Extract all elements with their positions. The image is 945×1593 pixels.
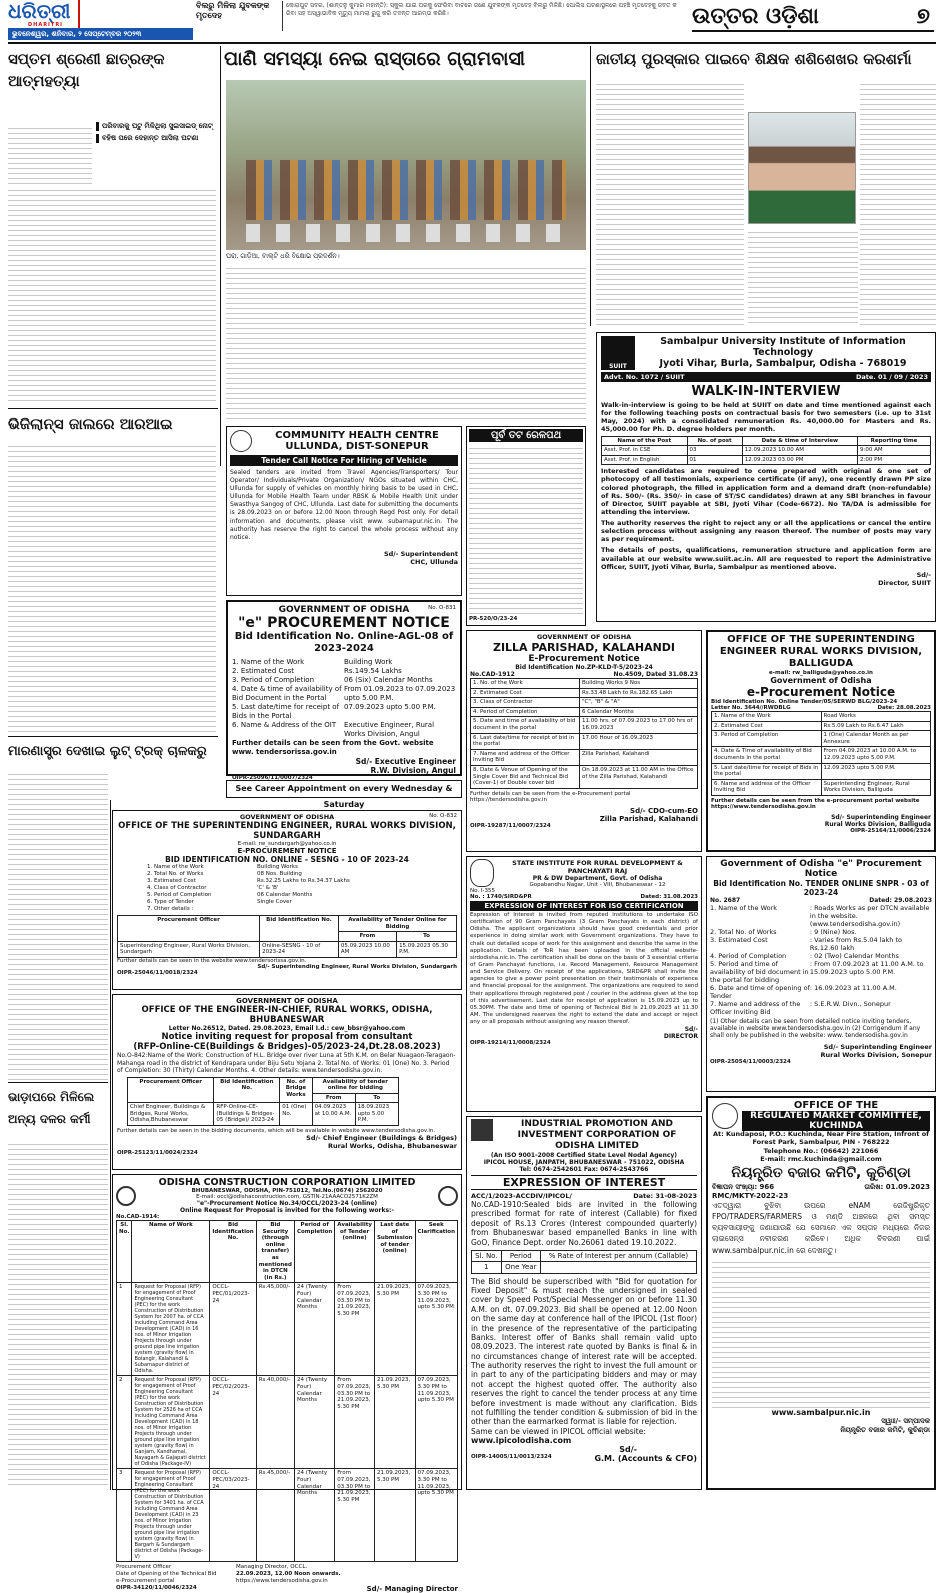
occl-proc: Procurement Officer [116, 1564, 172, 1571]
rmc-date: ତାରିଖ: 01.09.2023 [864, 1182, 930, 1191]
story-body [860, 80, 936, 326]
sirdpr-no: No. I-355 [470, 888, 495, 894]
sirdpr-addr: Gopabandhu Nagar, Unit - VIII, Bhubaneswar - 12 [529, 882, 666, 888]
occl-ref: OIPR-34120/11/0046/2324 [116, 1585, 197, 1592]
ce-bb-ad [112, 994, 462, 1170]
occl-table: Sl. No. Name of Work Bid Identification No. Bid Security (through online transfer) as mentioned in DTCN (in Rs.) Period of Completion Availability of Tender (online) Last date of Submission of tender (online) Seek Clarification 1 Request for Proposal (RFP) for engagement of Proof Engineering Consultant (PEC) for the work Construction of Distribution System for 2007 ha. of CCA including Command Area Development (CAD) in 16 nos. of Minor Irrigation Projects through under ground pipe line irrigation system (gravity flow) in Bolangir, Kalahandi & Subarnapur district of Odisha. OCCL-PEC/01/2023-24 Rs.45,000/- 24 (Twenty Four) Calendar Months From 07.09.2023, 03.30 PM to 21.09.2023, 5.30 PM 21.09.2023, 5.30 PM 07.09.2023, 3.30 PM to 11.09.2023, upto 5.30 PM 2 Request for Proposal (RFP) for engagement of Proof Engineering Consultant (PEC) for the work Construction of Distribution System for 2526 ha of CCA including Command Area Development (CAD) in 18 nos. of Minor Irrigation Projects through under ground pipe line irrigation system (gravity flow) in Ganjam, Kandhamal, Nayagarh & Gajapati district of Odisha (Package-IV) OCCL-PEC/02/2023-24 Rs.40,000/- 24 (Twenty Four) Calendar Months From 07.09.2023, 03.30 PM to 21.09.2023, 5.30 PM 21.09.2023, 5.30 PM 07.09.2023, 3.30 PM to 11.09.2023, upto 5.30 PM 3 Request for Proposal (RFP) for engagement of Proof Engineering Consultant (PEC) for the work Construction of Distribution System for 3401 ha. of CCA including Command Area Development (CAD) in 23 nos. of Minor Irrigation Projects through under ground pipe line irrigation system (gravity flow) in Bargarh & Sundargarh district of Odisha (Package-V) OCCL-PEC/03/2023-24 Rs.45,000/- 24 (Twenty Four) Calendar Months From 07.09.2023, 03.30 PM to 21.09.2023, 5.30 PM 21.09.2023, 5.30 PM 07.09.2023, 3.30 PM to 11.09.2023, upto 5.30 PM [116, 1220, 458, 1562]
balliguda-gov: Government of Odisha [770, 676, 872, 685]
cebb-footer: Further details can be seen in the bidding documents, which will be available in website www.tendersodisha.gov.in. [117, 1128, 436, 1135]
rmc-ref: RMC/MKTY-2022-23 [712, 1191, 789, 1200]
rmc-odia-title: ନିୟନ୍ତ୍ରିତ ବଜାର କମିଟି, କୁଚିଣ୍ଡା [731, 1164, 911, 1181]
balliguda-title: OFFICE OF THE SUPERINTENDING ENGINEER RURAL WORKS DIVISION, BALLIGUDA [719, 634, 923, 669]
zp-sub: E-Procurement Notice [528, 654, 640, 664]
suiit-advt: Advt. No. 1072 / SUIIT [604, 373, 685, 381]
ipicol-band: EXPRESSION OF INTEREST [471, 1175, 697, 1190]
angul-gov: GOVERNMENT OF ODISHA [278, 605, 410, 615]
ipicol-ad [466, 1116, 702, 1490]
cebb-sign2: Rural Works, Odisha, Bhubaneswar [327, 1142, 457, 1151]
rmc-no: ବିଜ୍ଞାପନ ସଂଖ୍ୟା: 966 [712, 1182, 775, 1191]
chc-subtitle: ULLUNDA, DIST-SONEPUR [285, 441, 429, 452]
sundargarh-title: OFFICE OF THE SUPERINTENDING ENGINEER, RURAL WORKS DIVISION, SUNDARGARH [118, 821, 456, 841]
cebb-ltr: Letter No.26512, Dated. 29.08.2023, Email I.d.: cew_bbsr@yahoo.com [168, 1025, 406, 1032]
rmc-sign: ସ୍ୱାଃ/- ସମ୍ପାଦକ [881, 1416, 930, 1425]
angul-footer: Further details can be seen from the Govt. website www. tendersorissa.gov.in [232, 739, 434, 756]
table-row: 1. No. of the Work Building Works 9 Nos [471, 679, 698, 689]
highlights [96, 122, 216, 164]
headline-award: ଜାତୀୟ ପୁରସ୍କାର ପାଇବେ ଶିକ୍ଷକ ଶଶିଶେଖର କରଶର୍ମା [596, 50, 912, 68]
rmc-body: ଏତଦ୍ୱାରା ବୁଝିବା ଉପରେ eNAM ରେଜିଷ୍ଟ୍ରିକୃତ FPO/TRADERS/FARMERS ଓ ମଣ୍ଡି ଅଞ୍ଚଳରେ ଥିବା ସମସ୍ତ ବ୍ୟବସାୟୀଙ୍କୁ ଜଣାଯାଉଛି ଯେ ସେମାନେ ଏକ ସପ୍ତାହ ମଧ୍ୟରେ ନିଜର ଲାଇସେନ୍ସ ନବୀକରଣ କରିବେ। ଅଧିକ ବିବରଣୀ ପାଇଁ www.sambalpur.nic.in ରେ ଦେଖନ୍ତୁ। [712, 1200, 930, 1255]
railway-ref: PR-520/O/23-24 [469, 616, 518, 622]
balliguda-email: e-mail: rw_balliguda@yahoo.co.in [769, 670, 873, 676]
table-row: 3 Request for Proposal (RFP) for engagement of Proof Engineering Consultant (PEC) for the work Construction of Distribution System for 3401 ha. of CCA including Command Area Development (CAD) in 23 nos. of Minor Irrigation Projects through under ground pipe line irrigation system (gravity flow) in Bargarh & Sundargarh district of Odisha (Package-V) OCCL-PEC/03/2023-24 Rs.45,000/- 24 (Twenty Four) Calendar Months From 07.09.2023, 03.30 PM to 21.09.2023, 5.30 PM 21.09.2023, 5.30 PM 07.09.2023, 3.30 PM to 11.09.2023, upto 5.30 PM [117, 1469, 458, 1562]
sirdpr-ltr: No. : 1740/SIRD&PR [470, 894, 532, 900]
suiit-title: Sambalpur University Institute of Information Technology [660, 336, 906, 358]
table-row: 2 Request for Proposal (RFP) for engagement of Proof Engineering Consultant (PEC) for the work Construction of Distribution System for 2526 ha of CCA including Command Area Development (CAD) in 18 nos. of Minor Irrigation Projects through under ground pipe line irrigation system (gravity flow) in Ganjam, Kandhamal, Nayagarh & Gajapati district of Odisha (Package-IV) OCCL-PEC/02/2023-24 Rs.40,000/- 24 (Twenty Four) Calendar Months From 07.09.2023, 03.30 PM to 21.09.2023, 5.30 PM 21.09.2023, 5.30 PM 07.09.2023, 3.30 PM to 11.09.2023, upto 5.30 PM [117, 1376, 458, 1469]
story-body [8, 186, 216, 404]
chc-tender-ad [226, 426, 462, 596]
teaser-head: ବିଲରୁ ମିଳିଲା ଯୁବକଙ୍କ ମୃତଦେହ [196, 1, 270, 20]
snpr-date: Dated: 29.08.2023 [869, 897, 932, 904]
suiit-p1: Interested candidates are required to come prepared with original & one set of photocopy of all testimonials, experience certificate (if any), one recently drawn PP size colored photograph, the filled in application form and a demand draft (non-refundable) of Rs. 500/- (Rs. 350/- in case of ST/SC candidates) drawn at any SBI branches in favour of Director, SUIIT payable at SBI, Jyoti Vihar (Code-6672). No TA/DA is admissible for attending the interview. [601, 467, 931, 516]
headline-suicide: ସପ୍ତମ ଶ୍ରେଣୀ ଛାତ୍ରଙ୍କ ଆତ୍ମହତ୍ୟା [8, 50, 165, 90]
sirdpr-title: STATE INSTITUTE FOR RURAL DEVELOPMENT & PANCHAYATI RAJ [512, 859, 683, 875]
suiit-p3: The details of posts, qualifications, remuneration structure and application form are available at our website www.suiit.ac.in. All are requested to report the Administrative Officer, SUIIT, Jyoti Vihar, Burla, Sambalpur as mentioned above. [601, 546, 931, 571]
angul-sign2: R.W. Division, Angul [370, 766, 456, 775]
zp-sign: Sd/- CDO-cum-EO [630, 806, 698, 815]
ipicol-tel: Tel: 0674-2542601 Fax: 0674-2543766 [519, 1166, 649, 1173]
rmc-title1: OFFICE OF THE [793, 1100, 879, 1111]
highlight-item: ପରିବାରକୁ ଘଟୁ ମିଳିଥିଲା ସୁଇସାଇଡ୍ ନୋଟ୍ [96, 122, 216, 131]
table-row: 8. Date & Venue of Opening of the Single Cover Bid and Technical Bid (Cover-1) of Double cover bid On 18.09.2023 at 11.00 AM in the Office of the Zilla Parishad, Kalahandi [471, 765, 698, 788]
sundargarh-footer: Further details can be seen in the website www.tendersorissa.gov.in. [117, 957, 307, 964]
sundargarh-ref: OIPR-25046/11/0018/2324 [117, 969, 198, 976]
ipicol-web[interactable]: www.ipicolodisha.com [471, 1436, 572, 1446]
ipicol-p2: The Bid should be superscribed with "Bid for quotation for Fixed Deposit" & must reach the undersigned in sealed cover by Speed Post/Special Messenger on or before 11.30 A.M. on dt. 07.09.2023. Bid shall be opened at 12.00 Noon on the same day at conference hall of the IPICOL (1st floor) in the presence of the representative of the participating Banks. Interest offer of Banks shall remain valid upto 08.09.2023. The interest rate quoted by Banks is final & in no circumstances change of interest rate will be accepted. The authority reserves the right to invest the full amount or in part to any of the participating bidders and may or may not accept the highest quoted offer. The authority also reserves the right to cancel the tender process at any time before investment is made without any clarification. Bids not fulfilling the tender condition & submission of bid in the other than the earmarked format is liable for rejection. [471, 1276, 697, 1427]
cebb-sub: Notice inviting request for proposal from consultant [161, 1032, 413, 1042]
rwd-balliguda-ad [706, 630, 936, 852]
table-row: 3. Period of Completion 1 (One) Calendar Month as per Annexure [712, 731, 931, 747]
balliguda-sign: Sd/- Superintending Engineer [831, 813, 931, 821]
rmc-ad [706, 1096, 936, 1490]
zp-bid: Bid Identification No.ZP-KLD-T-5/2023-24 [515, 664, 653, 671]
angul-bid: Bid Identification No. Online-AGL-08 of 2023-2024 [234, 631, 454, 654]
occl-email: E-mail: occl@odishaconstruction.com, GSTIN-21AAACO2571K2ZM [196, 1194, 378, 1200]
career-banner: See Career Appointment on every Wednesday & Saturday [226, 780, 462, 798]
table-row: Chief Engineer, Buildings & Bridges, Rural Works, Odisha,Bhubaneswar RFP-Online-CE-(Buildings & Bridges-05 (Bridge)/ 2023-24 01 (One) No. 04.09.2023 at 10.00 A.M. 18.09.2023 upto 5.00 P.M. [128, 1103, 399, 1126]
snpr-no: No. 2687 [710, 897, 741, 904]
suiit-sign: Sd/- [916, 570, 931, 579]
section-title: ଉତ୍ତର ଓଡ଼ିଶା [692, 4, 819, 29]
ipicol-p3: Same can be viewed in IPICOL official website: [471, 1426, 646, 1436]
sirdpr-sub: PR & DW Department, Govt. of Odisha [532, 875, 663, 882]
balliguda-footer: Further details can be seen from the e-procurement portal website https://www.tendersodisha.gov.in [711, 797, 920, 810]
rwd-sundargarh-ad: GOVERNMENT OF ODISHA No. O-832 OFFICE OF THE SUPERINTENDING ENGINEER, RURAL WORKS DIVISION, SUNDARGARH E-mail: rw_sundargarh@yahoo.co.in E-PROCUREMENT NOTICE BID IDENTIFICATION NO. ONLINE - SESNG - 10 OF 2023-24 1. Name of the Work Building Works 2. Total No. of Works 08 Nos. Building 3. Estimated Cost Rs.32.25 Lakhs to Rs.34.37 Lakhs 4. Class of Contractor 'C' & 'B' 5. Period of Completion 06 Calendar Months 6. Type of Tender Single Cover 7. Other details : Procurement Officer Bid Identification No. Availability of Tender Online for Bidding From To Superintending Engineer, Rural Works Division, Sundargarh Online-SESNG - 10 of 2023-24 05.09.2023 10.00 AM 15.09.2023 05.30 P.M. Further details can be seen in the website www.tendersorissa.gov.in. Sd/- Superintending Engineer, Rural Works Division, Sundargarh OIPR-25046/11/0018/2324 [112, 810, 462, 990]
story-body [8, 124, 92, 184]
balliguda-sub: e-Procurement Notice [746, 685, 896, 699]
balliguda-sign2: Rural Works Division, Balliguda [824, 820, 931, 828]
suiit-ad [596, 332, 936, 622]
sirdpr-date: Dated: 31.08.2023 [640, 894, 698, 900]
ipicol-table: Sl. No. Period % Rate of Interest per annum (Callable) 1 One Year [471, 1250, 697, 1274]
headline-loot: ମାରଣାସ୍ତ୍ର ଦେଖାଇ ଲୁଟ୍ ଟ୍ରକ୍ ଚାଳକରୁ [8, 744, 207, 759]
rmc-tel: Telephone No.: (06642) 221066 [763, 1146, 879, 1155]
suiit-table: Name of the Post No. of post Date & time of Interview Reporting time Asst. Prof. in CSE 03 12.09.2023 10.00 AM 9:00 AM Asst. Prof. in English 01 12.09.2023 03.00 PM 2:00 PM [601, 436, 931, 466]
zp-sign2: Zilla Parishad, Kalahandi [599, 814, 698, 823]
table-row: Superintending Engineer, Rural Works Division, Sundargarh Online-SESNG - 10 of 2023-24 05.09.2023 10.00 AM 15.09.2023 05.30 P.M. [118, 941, 457, 957]
zp-footer: Further details can be seen from the e-Procurement portal https://tendersodisha.gov.in [470, 790, 631, 803]
angul-items: 1. Name of the Work Building Work 2. Estimated Cost Rs.149.54 Lakhs 3. Period of Completion 06 (Six) Calendar Months 4. Date & time of availability of Bid Document in the Portal From 01.09.2023 to 07.09.2023 upto 5.00 P.M. 5. Last date/time for receipt of Bids in the Portal 07.09.2023 upto 5.00 P.M. 6. Name & Address of the OIT Executive Engineer, Rural Works Division, Angul [232, 658, 456, 738]
ipicol-ref: ACC/1/2023-ACCDIV/IPICOL/ [471, 1192, 572, 1200]
rmc-web[interactable]: www.sambalpur.nic.in [771, 1407, 871, 1417]
sirdpr-band: EXPRESSION OF INTEREST FOR ISO CERTIFICATION [470, 901, 698, 911]
dateline: ଭୁବନେଶ୍ୱର, ଶନିବାର, ୨ ସେପ୍ଟେମ୍ବର ୨୦୨୩ [8, 28, 193, 40]
cebb-bid: (RFP-Online-CE(Buildings & Bridges)-05/2023-24,Dt.28.08.2023) [133, 1042, 441, 1052]
headline-vigilance: ଭିଜିଲାନ୍ସ ଜାଲରେ ଆରଆଇ [8, 415, 173, 433]
table-row: 2. Estimated Cost Rs.33.48 Lakh to Rs.182.65 Lakh [471, 688, 698, 698]
sundargarh-email: E-mail: rw_sundargarh@yahoo.co.in [237, 841, 337, 847]
occl-sub: Online Request for Proposal is invited for the following works:- [180, 1207, 394, 1214]
occl-title: ODISHA CONSTRUCTION CORPORATION LIMITED [158, 1177, 416, 1188]
zp-kalahandi-ad [466, 630, 702, 852]
angul-no: No. O-831 [428, 605, 456, 611]
table-row: 2. Estimated Cost Rs.5.09 Lakh to Rs.6.47 Lakh [712, 721, 931, 731]
highlight-item: ବହିଷ ପରେ ଦେହାନ୍ତ ଆସିଲା ଘଟଣା [96, 134, 216, 143]
ipicol-logo-icon [471, 1119, 493, 1141]
chc-sign2: CHC, Ullunda [410, 557, 458, 566]
occl-sign: Sd/- Managing Director [366, 1585, 458, 1593]
angul-sign: Sd/- Executive Engineer [355, 757, 456, 766]
cebb-body: No.O-842:Name of the Work: Construction of H.L. Bridge over river Luna at 5th K.M. on Belar Nuagaon-Teragaon-Mahanga road in the district of Kendrapara under Biju Setu Yojana 2. Total No. of Works: 01 (One) No. 3. Period of Completion: 30 (Thirty) Calendar Months. 4. Other details: www.tendersodisha.gov.in. [117, 1052, 456, 1074]
chc-band: Tender Call Notice For Hiring of Vehicle [230, 455, 458, 466]
table-row: 4. Date & Time of availability of Bid documents in the portal From 04.09.2023 at 10.00 A.M. to 12.09.2023 upto 5.00 P.M. [712, 747, 931, 763]
story-body [8, 770, 108, 1080]
occl-no: No.CAD-1914: [116, 1214, 160, 1220]
protest-photo [226, 80, 586, 250]
table-row: 6. Last date/time for receipt of bid in the portal 17.00 Hour of 16.09.2023 [471, 733, 698, 749]
occl-logo-icon [116, 1186, 136, 1206]
rmc-title2: REGULATED MARKET COMMITTEE, KUCHINDA [742, 1111, 930, 1131]
sundargarh-table: Procurement Officer Bid Identification No. Availability of Tender Online for Bidding From To Superintending Engineer, Rural Works Division, Sundargarh Online-SESNG - 10 of 2023-24 05.09.2023 10.00 AM 15.09.2023 05.30 P.M. [117, 915, 457, 958]
ipicol-p1: No.CAD-1910:Sealed bids are invited in the following prescribed format for rate of interest (Callable) for fixed deposit of Rs.13 Crores (Interest compounded quarterly) from Bhubaneswar based empanelled Banks in line with GoO, Finance Dept. order No.26061 dated 19.10.2022. [471, 1200, 697, 1247]
suiit-intro: Walk-in-interview is going to be held at SUIIT on date and time mentioned against each for the following teaching posts on contractual basis for two semesters (i.e. up to 31st May, 2024) with a consolidated remuneration Rs. 40,000.00 for Masters and Rs. 45,000.00 for Ph. D. degree holders per month. [601, 401, 931, 434]
cebb-gov: GOVERNMENT OF ODISHA [236, 997, 338, 1005]
zp-ref: OIPR-19287/11/0007/2324 [470, 822, 551, 829]
table-row: 5. Date and time of availability of bid document in the portal 11.00 hrs. of 07.09.2023 to 17.00 hrs of 16.09.2023 [471, 717, 698, 733]
suiit-heading: WALK-IN-INTERVIEW [691, 384, 841, 399]
ipicol-sign: Sd/- [619, 1445, 637, 1455]
table-row: 6. Name and address of the Officer Inviting Bid Superintending Engineer, Rural Works Division, Balliguda [712, 779, 931, 795]
rmc-sign2: ନିୟନ୍ତ୍ରିତ ବଜାର କମିଟି, କୁଚିଣ୍ଡା [840, 1425, 930, 1434]
suiit-subtitle: Jyoti Vihar, Burla, Sambalpur, Odisha - 768019 [659, 358, 907, 369]
snpr-title: Government of Odisha "e" Procurement Notice [720, 859, 922, 879]
railway-title: ପୂର୍ବ ତଟ ରେଳପଥ [469, 429, 583, 442]
chc-sign: Sd/- Superintendent [383, 549, 458, 558]
suiit-logo: SUIIT [601, 336, 635, 370]
snpr-notes: (1) Other details can be seen from detailed notice inviting tenders, available in website www.tendersodisha.gov.in (2) Corrigendum if any shall only be published in the website: www. tendersodisha.gov.in [710, 1018, 921, 1039]
teacher-portrait [748, 112, 856, 224]
rmc-emblem-icon [712, 1103, 738, 1129]
snpr-sign: Sd/- Superintending Engineer [823, 1043, 932, 1051]
sirdpr-sign2: DIRECTOR [663, 1033, 698, 1041]
occl-portal-val[interactable]: https://www.tendersodisha.gov.in [236, 1578, 328, 1585]
sundargarh-bid: BID IDENTIFICATION NO. ONLINE - SESNG - 10 OF 2023-24 [165, 855, 409, 864]
snpr-ref: OIPR-25054/11/0003/2324 [710, 1059, 791, 1065]
eproc-angul-ad [226, 600, 462, 781]
cebb-title: OFFICE OF THE ENGINEER-IN-CHIEF, RURAL WORKS, ODISHA, BHUBANESWAR [141, 1005, 433, 1025]
table-row: 4. Period of Completion 6 Calendar Months [471, 707, 698, 717]
rmc-addr: At: Kundaposi, P.O.: Kuchinda, Near Fire Station, Infront of Forest Park, Sambalpur, PIN - 768222 [713, 1130, 929, 1146]
balliguda-bid: Bid Identification No. Online Tender/05/SERWD BLG/2023-24 [711, 699, 898, 705]
gov-snpr-ad: Government of Odisha "e" Procurement Notice Bid Identification No. TENDER ONLINE SNPR - 03 of 2023-24 No. 2687 Dated: 29.08.2023 1. Name of the Work : Roads Works as per DTCN available in the website. (www.tendersodisha.gov.in) 2. Total No. of Works : 9 (Nine) Nos. 3. Estimated Cost : Varies from Rs.5.04 lakh to Rs.12.60 lakh 4. Period of Completion : 02 (Two) Calendar Months 5. Period and time of availability of bid document in the portal for bidding : From 07.09.2023 at 11.00 A.M. to 15.09.2023 upto 5.00 P.M. 6. Date and time of opening of Tender : 16.09.2023 at 11.00 A.M. 7. Name and address of the Officer Inviting Bid : S.E.R.W. Divn., Sonepur (1) Other details can be seen from detailed notice inviting tenders, available in website www.tendersodisha.gov.in (2) Corrigendum if any shall only be published in the website: www. tendersodisha.gov.in Sd/- Superintending Engineer Rural Works Division, Sonepur OIPR-25054/11/0003/2324 [706, 856, 936, 1092]
table-row: Asst. Prof. in English 01 12.09.2023 03.00 PM 2:00 PM [602, 455, 931, 465]
chc-title: COMMUNITY HEALTH CENTRE [275, 430, 439, 441]
table-row: 1 Request for Proposal (RFP) for engagement of Proof Engineering Consultant (PEC) for the work Construction of Distribution System for 2007 ha. of CCA including Command Area Development (CAD) in 16 nos. of Minor Irrigation Projects through under ground pipe line irrigation system (gravity flow) in Bolangir, Kalahandi & Subarnapur district of Odisha. OCCL-PEC/01/2023-24 Rs.45,000/- 24 (Twenty Four) Calendar Months From 07.09.2023, 03.30 PM to 21.09.2023, 5.30 PM 21.09.2023, 5.30 PM 07.09.2023, 3.30 PM to 11.09.2023, upto 5.30 PM [117, 1283, 458, 1376]
sundargarh-sign: Sd/- Superintending Engineer, Rural Works Division, Sundargarh [257, 963, 457, 970]
balliguda-table [711, 711, 931, 796]
table-row: 7. Name and address of the Officer Inviting Bid Zilla Parishad, Kalahandi [471, 749, 698, 765]
balliguda-ltr: Letter No. 3644//RWDBLG [711, 705, 791, 711]
occl-ad [112, 1174, 462, 1593]
table-row: 5. Last date/time for receipt of Bids in the portal 12.09.2023 upto 5.00 P.M. [712, 763, 931, 779]
ipicol-sign2: G.M. (Accounts & CFO) [594, 1454, 697, 1464]
logo-sub: DHARITRI [28, 22, 64, 28]
suiit-sign2: Director, SUIIT [878, 578, 931, 587]
zp-gov: GOVERNMENT OF ODISHA [536, 633, 632, 641]
occl-open-val: 22.09.2023, 12.00 Noon onwards. [236, 1571, 341, 1578]
ipicol-oipr: OIPR-14005/11/0013/2324 [471, 1454, 552, 1461]
headline-water: ପାଣି ସମସ୍ୟା ନେଇ ରାସ୍ତାରେ ଗ୍ରାମବାସୀ [224, 48, 526, 70]
occl-addr: BHUBANESWAR, ODISHA, PIN-751012, Tel.No.(0674) 2562020 [191, 1188, 383, 1194]
table-row: Asst. Prof. in CSE 03 12.09.2023 10.00 AM 9:00 AM [602, 446, 931, 456]
table-row: 1 One Year [472, 1262, 697, 1273]
angul-ref: OIPR-25096/11/0007/2324 [232, 775, 313, 781]
sirdpr-emblem-icon [470, 859, 494, 887]
sirdpr-body: Expression of Interest is invited from reputed institutions to undertake ISO certification of 90 Gram Panchayats (3 Gram Panchayats in each district) of Odisha. The applicant organizations should have good credentials and prior experience in doing similar work with Government organizations. They have to chalk out detailed scope of work for this assignment and describe the same in the application. Details of ToR has been uploaded in the official website- sirdodisha.nic.in. The certification shall be done on the basis of 3 essential criteria of Gram Panchayat functions, i.e. Record Management, Resource Management and Service Delivery. On receipt of the applications, SIRD&PR shall invite the agencies to give a power point presentation on their testimonials of experience and financial proposal for the assignment. The organizations are required to send their applications through registered post / courier in the address given at the top of this advertisement. Last date for receipt of application is 15.09.2023 up to 05.30PM. The date and time of opening of Technical Bid is 21.09.2023 at 11.30 AM. The undersigned reserves the right to extend the date and accept or reject any or all proposals without assigning any reason thereof. [470, 912, 698, 1026]
ipicol-title: INDUSTRIAL PROMOTION AND INVESTMENT CORPORATION OF ODISHA LIMITED [517, 1119, 677, 1151]
story-body [8, 1140, 108, 1488]
ipicol-cert: (An ISO 9001-2008 Certified State Level Nodal Agency) [490, 1152, 678, 1159]
angul-title: "e" PROCUREMENT NOTICE [238, 615, 450, 631]
rmc-email: E-mail: rmc.kuchinda@gmail.com [760, 1154, 882, 1163]
snpr-bid: Bid Identification No. TENDER ONLINE SNPR - 03 of 2023-24 [713, 879, 929, 897]
sirdpr-sign: Sd/- [684, 1026, 698, 1034]
logo: ଧରିତ୍ରୀ [8, 0, 71, 23]
sundargarh-gov: GOVERNMENT OF ODISHA [239, 813, 335, 821]
story-body [8, 442, 216, 732]
zp-title: ZILLA PARISHAD, KALAHANDI [492, 641, 676, 654]
balliguda-ref: OIPR-25164/11/0006/2324 [850, 827, 931, 834]
table-row: 3. Class of Contractor "C", "B" & "A" [471, 698, 698, 708]
sundargarh-sub: E-PROCUREMENT NOTICE [237, 847, 337, 855]
railway-ad [466, 426, 586, 626]
photo-caption: ଘରା, ଗାଡ଼ିଆ, ବାଲ୍ଟି ଧରି ବିକ୍ଷୋଭ ପ୍ରଦର୍ଶନ। [226, 252, 340, 260]
ipicol-addr: IPICOL HOUSE, JANPATH, BHUBANESWAR - 751022, ODISHA [483, 1159, 685, 1166]
suiit-p2: The authority reserves the right to reject any or all the applications or cancel the entire selection process without assigning any reason thereof. The number of posts may vary as per requirement. [601, 519, 931, 544]
suiit-date: Date. 01 / 09 / 2023 [855, 373, 928, 381]
occl-seal-icon [438, 1186, 458, 1206]
story-body [748, 228, 858, 326]
teaser-body: କୋରାପୁଟ ସଦର, (ଶାନ୍ତନୁ କୁମାର ମହାନ୍ତି): ସ୍କୁଲ ଯାଇ ଘରକୁ ଫେରିବା ବାଟରେ ଜଣେ ଯୁବକଙ୍କ ମୃତଦେହ ବିଲରୁ ମିଳିଛି। ପୋଲିସ ଘଟଣାସ୍ଥଳରେ ପହଞ୍ଚି ମୃତଦେହକୁ ଜବତ କରିବା ସହ ଅସ୍ୱାଭାବିକ ମୃତ୍ୟୁ ମାମଲା ରୁଜୁ କରି ତଦନ୍ତ ଆରମ୍ଭ କରିଛି। [286, 2, 677, 18]
headline-party: ଭାଡ଼ାପରେ ମିଳିଲେ ଅନ୍ୟ ଦଳର କର୍ମୀ [8, 1090, 95, 1126]
zp-table [470, 678, 698, 789]
occl-notice: "e"-Procurement Notice No.34/OCCL/2023-24 (online) [196, 1200, 378, 1207]
snpr-sign2: Rural Works Division, Sonepur [820, 1051, 932, 1059]
sundargarh-no: No. O-832 [429, 813, 457, 819]
occl-portal: e-Procurement portal [116, 1578, 175, 1585]
cebb-sign: Sd/- Chief Engineer (Buildings & Bridges) [306, 1134, 457, 1143]
balliguda-date: Date: 28.08.2023 [877, 705, 931, 711]
sirdpr-ref: OIPR-19214/11/0008/2324 [470, 1040, 551, 1047]
chc-emblem-icon [230, 430, 252, 452]
occl-open: Date of Opening of the Technical Bid [116, 1571, 217, 1578]
table-row: 1. Name of the Work Road Works [712, 712, 931, 722]
sirdpr-ad [466, 856, 702, 1112]
story-body [596, 80, 744, 326]
story-body [226, 264, 586, 422]
occl-proc-val: Managing Director, OCCL. [236, 1564, 308, 1571]
cebb-table: Procurement Officer Bid Identification No. No. of Bridge Works Availability of tender online for bidding From To Chief Engineer, Buildings & Bridges, Rural Works, Odisha,Bhubaneswar RFP-Online-CE-(Buildings & Bridges-05 (Bridge)/ 2023-24 01 (One) No. 04.09.2023 at 10.00 A.M. 18.09.2023 upto 5.00 P.M. [127, 1077, 399, 1127]
chc-body: Sealed tenders are invited from Travel Agencies/Transporters/ Tour Operator/ Individuals/Private Organization/ NGOs situated within CHC, Ullunda for supply of vehicles on monthly hiring basis to be used in CHC, Ullunda for Mobile Health Team under RBSK & Mobile Health Unit under Swasthya Sangog of CHC, Ullunda. Last date for submitting the documents is 28.09.2023 on or before 12.00 Noon through Regd Post only. For detail information and documents, please visit www. subarnapur.nic.in. The authority has reserve the right to cancel the whole process without any notice. [230, 469, 458, 541]
page-number: ୭ [916, 4, 930, 29]
zp-ltr: No.4509, Dated 31.08.23 [613, 671, 698, 678]
ipicol-date: Date: 31-08-2023 [633, 1192, 697, 1200]
zp-no: No.CAD-1912 [470, 671, 515, 678]
cebb-ref: OIPR-25123/11/0024/2324 [117, 1150, 198, 1157]
